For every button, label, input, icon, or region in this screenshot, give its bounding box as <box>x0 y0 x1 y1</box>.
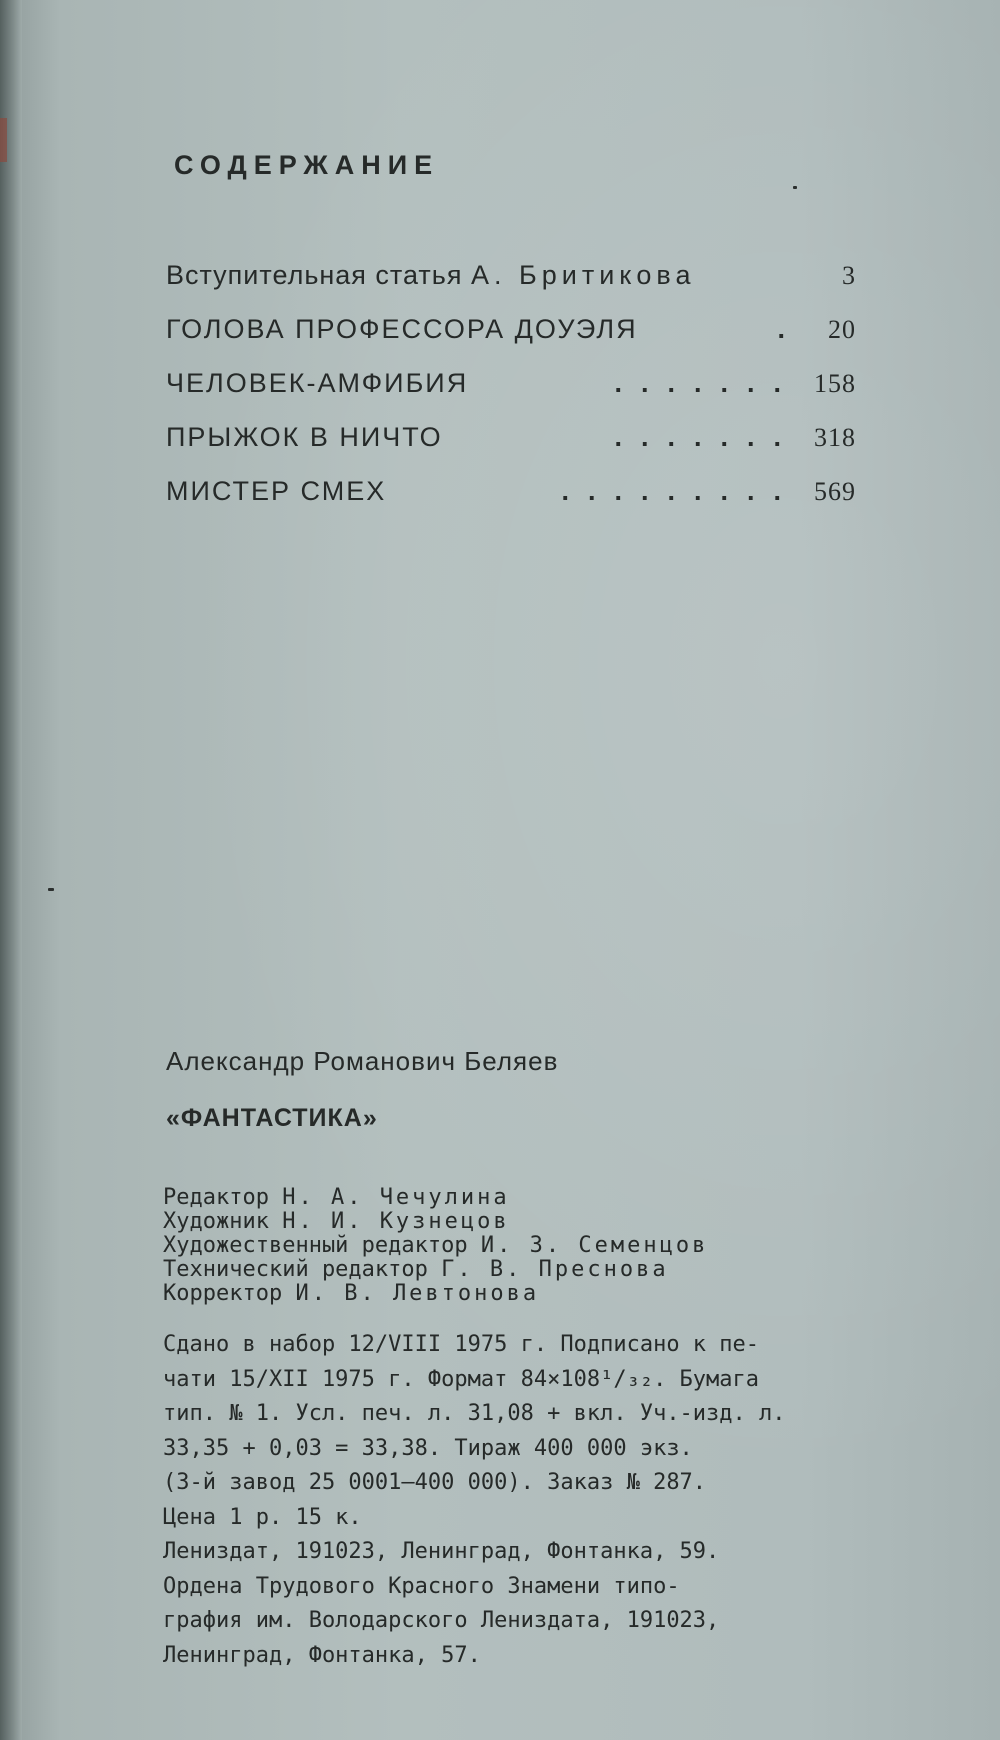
toc-entry-introduction[interactable] <box>166 260 856 314</box>
credit-proofreader: Корректор И. В. Левтонова <box>163 1281 540 1306</box>
imprint-line: Сдано в набор 12/VIII 1975 г. Подписано к пе- <box>163 1332 760 1357</box>
contents-heading: СОДЕРЖАНИЕ <box>174 150 440 180</box>
imprint-line: (3-й завод 25 0001—400 000). Заказ № 287. <box>163 1470 707 1495</box>
toc-entry-title: МИСТЕР СМЕХ <box>166 476 387 506</box>
table-of-contents <box>166 260 856 530</box>
imprint-line: Лениздат, 191023, Ленинград, Фонтанка, 59. <box>163 1539 720 1564</box>
toc-entry-page: 569 <box>814 477 856 506</box>
toc-entry-title: ЧЕЛОВЕК-АМФИБИЯ <box>166 368 469 398</box>
toc-entry-page: 20 <box>828 315 856 344</box>
toc-entry-page: 158 <box>814 369 856 398</box>
dot-leader: ....... <box>614 368 800 398</box>
credits-list <box>163 1186 708 1306</box>
book-author: Александр Романович Беляев <box>166 1046 559 1076</box>
credit-art-editor: Художественный редактор И. З. Семенцов <box>163 1233 709 1258</box>
credit-editor: Редактор Н. А. Чечулина <box>163 1185 510 1210</box>
toc-entry-page: 3 <box>842 261 856 290</box>
dot-leader: . <box>777 314 804 344</box>
imprint-line: 33,35 + 0,03 = 33,38. Тираж 400 000 экз. <box>163 1435 693 1461</box>
imprint-block <box>163 1328 786 1673</box>
imprint-line: тип. № 1. Усл. печ. л. 31,08 + вкл. Уч.-изд. л. <box>163 1401 786 1426</box>
imprint-line: Ордена Трудового Красного Знамени типо- <box>163 1573 680 1599</box>
imprint-line: Ленинград, Фонтанка, 57. <box>163 1642 481 1668</box>
toc-entry-title: ГОЛОВА ПРОФЕССОРА ДОУЭЛЯ <box>166 314 638 344</box>
toc-entry-title: Вступительная статья А. Бритикова <box>166 260 696 290</box>
credit-technical-editor: Технический редактор Г. В. Преснова <box>163 1257 669 1282</box>
credit-artist: Художник Н. И. Кузнецов <box>163 1209 510 1234</box>
toc-entry-doyle[interactable] <box>166 314 856 368</box>
dot-leader: ......... <box>561 476 800 506</box>
imprint-line: графия им. Володарского Лениздата, 191023, <box>163 1608 720 1633</box>
book-title: «ФАНТАСТИКА» <box>166 1104 378 1132</box>
imprint-line: чати 15/XII 1975 г. Формат 84×108¹/₃₂. Бумага <box>163 1366 760 1392</box>
dot-leader: ....... <box>614 422 800 452</box>
toc-entry-author: А. Бритикова <box>471 260 696 290</box>
toc-entry-amphibian[interactable] <box>166 368 856 422</box>
toc-entry-laughter[interactable] <box>166 476 856 530</box>
toc-entry-leap[interactable] <box>166 422 856 476</box>
toc-entry-page: 318 <box>814 423 856 452</box>
imprint-line: Цена 1 р. 15 к. <box>163 1504 362 1530</box>
toc-entry-title: ПРЫЖОК В НИЧТО <box>166 422 443 452</box>
